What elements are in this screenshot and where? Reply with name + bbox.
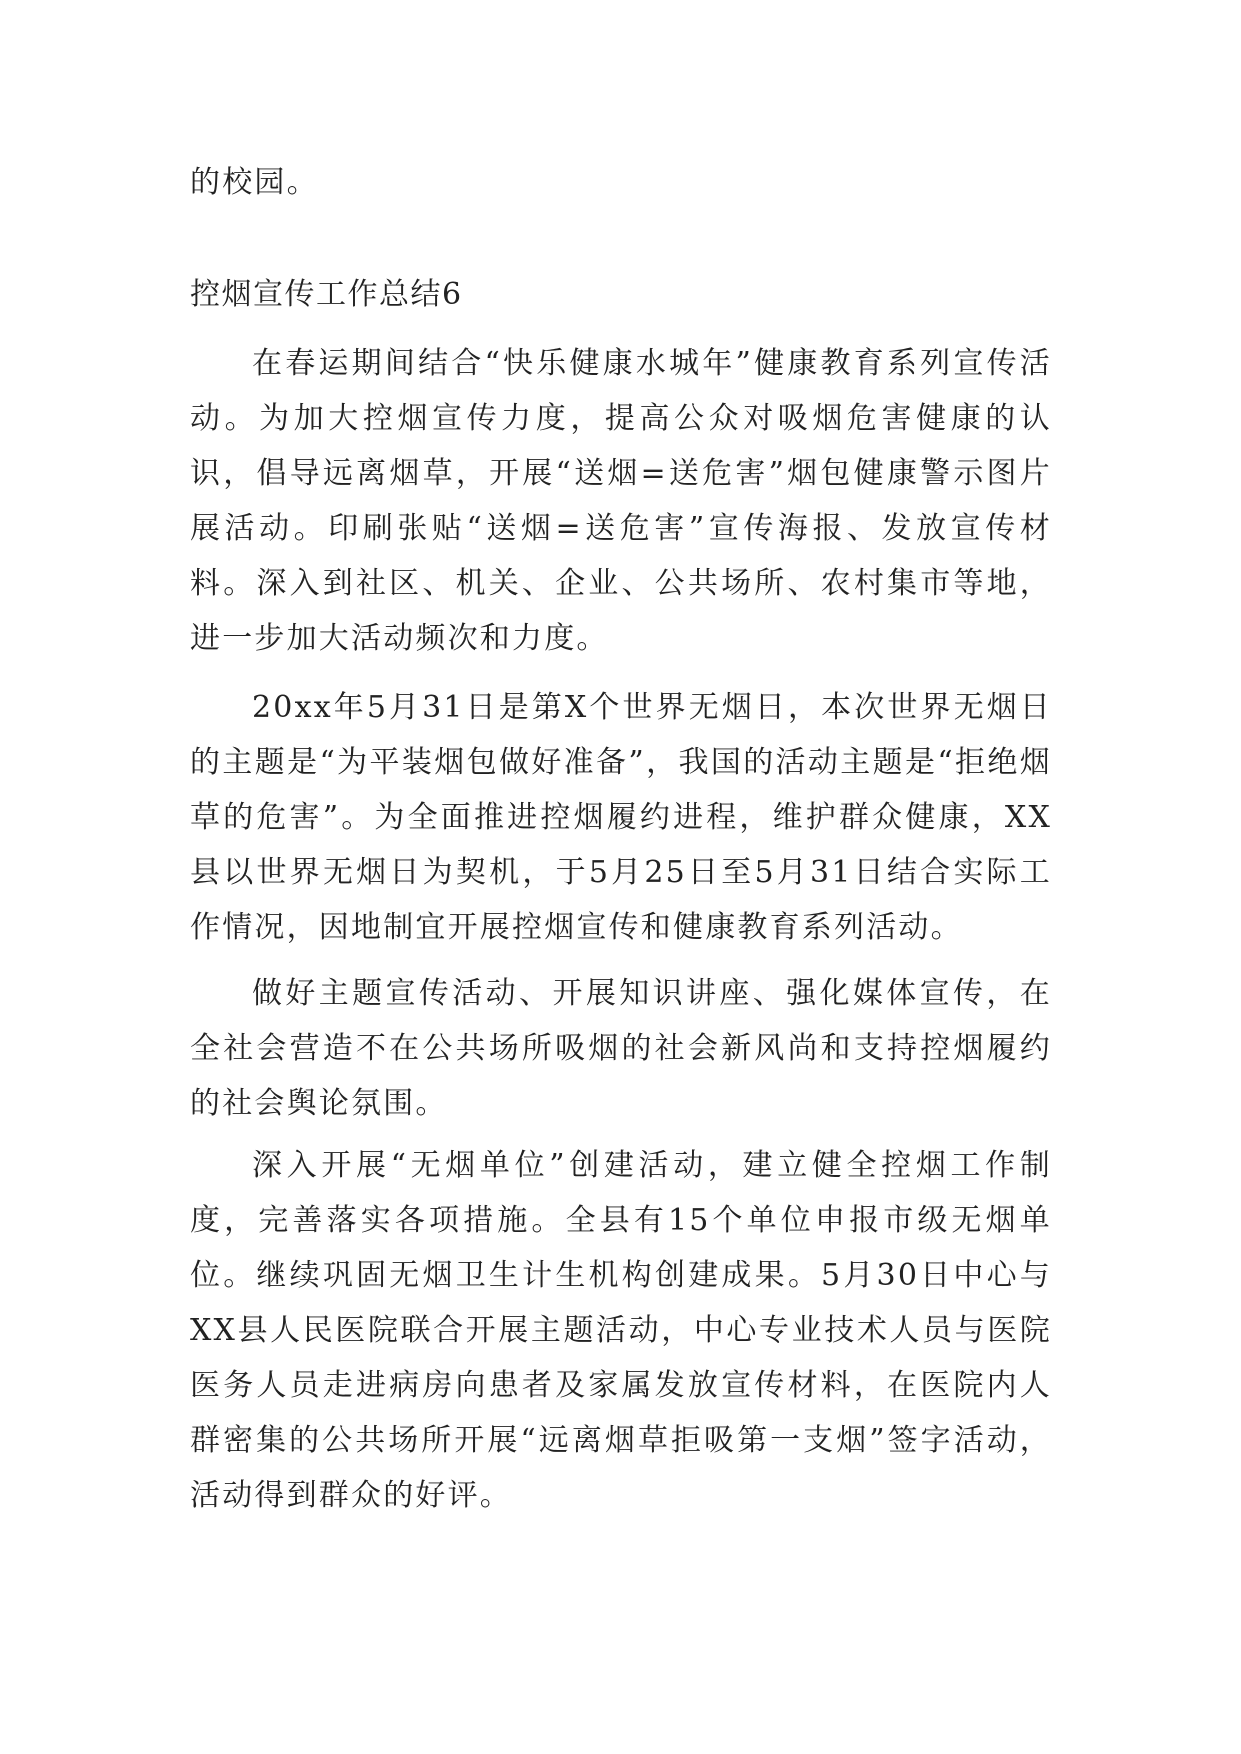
paragraph-1: 在春运期间结合“快乐健康水城年”健康教育系列宣传活动。为加大控烟宣传力度，提高公众对吸烟危害健康的认识，倡导远离烟草，开展“送烟=送危害”烟包健康警示图片展活动。印刷张贴“送烟=送危害”宣传海报、发放宣传材料。深入到社区、机关、企业、公共场所、农村集市等地，进一步加大活动频次和力度。	[190, 346, 1052, 656]
continuation-text: 的校园。	[190, 165, 319, 200]
paragraph-2: 20xx年5月31日是第X个世界无烟日，本次世界无烟日的主题是“为平装烟包做好准备”，我国的活动主题是“拒绝烟草的危害”。为全面推进控烟履约进程，维护群众健康，XX县以世界无烟日为契机，于5月25日至5月31日结合实际工作情况，因地制宜开展控烟宣传和健康教育系列活动。	[190, 690, 1052, 945]
paragraph-3: 做好主题宣传活动、开展知识讲座、强化媒体宣传，在全社会营造不在公共场所吸烟的社会新风尚和支持控烟履约的社会舆论氛围。	[190, 976, 1052, 1121]
paragraph-4: 深入开展“无烟单位”创建活动，建立健全控烟工作制度，完善落实各项措施。全县有15个单位申报市级无烟单位。继续巩固无烟卫生计生机构创建成果。5月30日中心与XX县人民医院联合开展主题活动，中心专业技术人员与医院医务人员走进病房向患者及家属发放宣传材料，在医院内人群密集的公共场所开展“远离烟草拒吸第一支烟”签字活动，活动得到群众的好评。	[190, 1148, 1052, 1513]
section-heading: 控烟宣传工作总结6	[190, 277, 463, 312]
